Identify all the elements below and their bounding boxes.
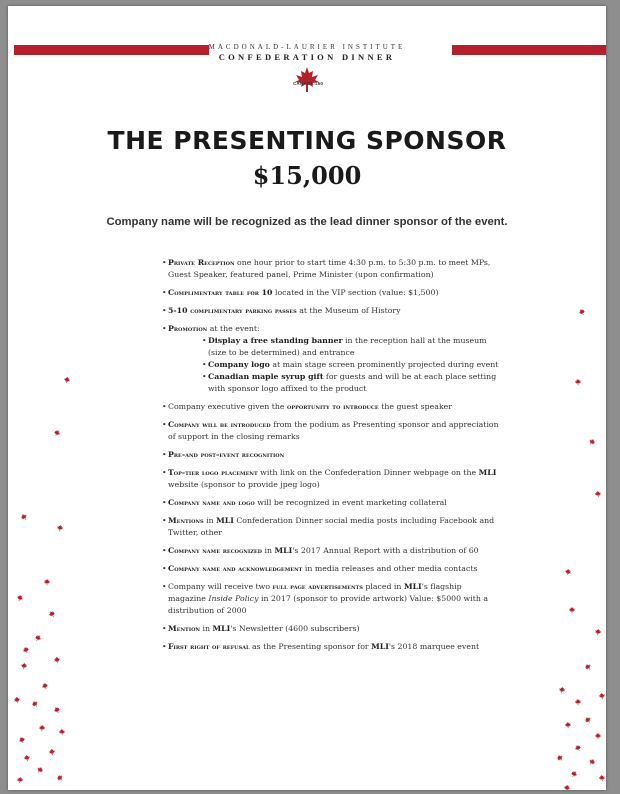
benefit-rest: in the reception hall at the museum (size to be determined) and entrance <box>208 336 487 357</box>
maple-leaf-icon <box>58 728 67 737</box>
benefit-item <box>162 401 502 413</box>
maple-leaf-icon <box>12 695 22 705</box>
benefit-rest: in media releases and other media contacts <box>302 564 478 573</box>
maple-leaf-icon <box>563 567 573 577</box>
benefit-pre: Company will receive two <box>168 582 273 591</box>
maple-leaf-icon <box>594 732 602 740</box>
maple-leaf-icon <box>598 774 606 783</box>
page-title: THE PRESENTING SPONSOR <box>107 126 507 155</box>
maple-leaf-icon <box>29 698 40 709</box>
maple-leaf-icon <box>568 606 576 614</box>
benefit-bold: First right of refusal <box>168 642 250 651</box>
maple-leaf-icon <box>564 721 572 729</box>
benefit-rest2: website (sponsor to provide jpeg logo) <box>168 480 320 489</box>
maple-leaf-icon <box>594 490 603 499</box>
sponsor-page <box>8 6 606 790</box>
maple-leaf-icon <box>17 735 27 745</box>
benefit-item <box>162 497 502 509</box>
benefit-rest: at the event: <box>207 324 260 333</box>
benefit-bold: Company name and logo <box>168 498 255 507</box>
benefit-rest: the guest speaker <box>378 402 453 411</box>
maple-leaf-icon <box>33 633 44 644</box>
maple-leaf-icon <box>557 685 566 694</box>
benefit-bold: 5-10 complimentary parking passes <box>168 306 297 315</box>
benefit-rest3: in 2017 (sponsor to provide artwork) Value: $5000 with a distribution of 2000 <box>168 594 489 615</box>
benefit-bold2: MLI <box>371 642 389 651</box>
maple-leaf-icon <box>47 609 58 620</box>
maple-leaf-icon <box>574 378 582 386</box>
benefit-pre: Company executive given the <box>168 402 287 411</box>
benefit-item <box>162 257 502 281</box>
benefit-bold: full page advertisements <box>272 582 363 591</box>
benefit-bold: Promotion <box>168 324 208 333</box>
maple-leaf-icon <box>43 578 51 586</box>
benefit-rest2: 's flagship magazine <box>168 582 462 603</box>
maple-leaf-icon <box>15 593 25 603</box>
benefit-bold2: MLI <box>216 516 234 525</box>
benefit-bold: Private Reception <box>168 258 235 267</box>
benefit-bold2: MLI <box>403 582 422 591</box>
benefit-bold: opportunity to introduce <box>287 402 379 411</box>
maple-leaf-icon <box>18 511 29 522</box>
benefit-bold: Company name recognized <box>168 546 263 555</box>
benefit-rest: in <box>203 516 217 525</box>
benefit-bold: Canadian maple syrup gift <box>208 372 324 381</box>
maple-leaf-icon <box>34 764 45 775</box>
benefit-item <box>162 515 502 539</box>
benefit-rest: as the Presenting sponsor for <box>249 642 372 651</box>
benefit-bold: Top-tier logo placement <box>168 468 258 477</box>
maple-leaf-icon <box>52 428 63 439</box>
benefit-rest2: 's 2017 Annual Report with a distribution of 60 <box>292 546 479 555</box>
benefit-rest: one hour prior to start time 4:30 p.m. to 5:30 p.m. to meet MPs, Guest Speaker, featured panel, Prime Minister (upon confirmation) <box>168 258 491 279</box>
maple-leaf-icon <box>62 375 72 385</box>
benefit-item <box>162 449 502 461</box>
maple-leaf-icon <box>54 772 65 783</box>
benefit-bold: Complimentary table for 10 <box>168 288 273 297</box>
benefit-bold2: MLI <box>212 624 231 633</box>
benefit-bold: Company name and acknowledgement <box>168 564 303 573</box>
benefit-item <box>162 419 502 443</box>
maple-leaf-icon <box>55 523 64 532</box>
benefit-rest: placed in <box>362 582 404 591</box>
maple-leaf-icon <box>593 627 602 636</box>
maple-leaf-icon <box>38 724 47 733</box>
benefit-rest: located in the VIP section (value: $1,500) <box>272 288 439 297</box>
maple-leaf-icon <box>586 756 597 767</box>
benefit-item <box>162 467 502 491</box>
benefit-item <box>162 287 502 299</box>
benefit-bold: Mentions <box>168 516 204 525</box>
maple-leaf-icon <box>52 655 62 665</box>
benefit-bold: Pre-and post-event recognition <box>168 450 285 459</box>
benefit-item <box>162 581 502 617</box>
benefit-rest: in <box>200 624 213 633</box>
benefit-bold: Mention <box>168 624 200 633</box>
benefit-rest: with link on the Confederation Dinner webpage on the <box>257 468 479 477</box>
benefit-rest: from the podium as Presenting sponsor and appreciation of support in the closing remarks <box>168 420 499 441</box>
maple-leaf-icon <box>47 747 57 757</box>
maple-leaf-icon <box>16 776 25 785</box>
benefit-rest: in <box>262 546 275 555</box>
benefit-rest2: 's Newsletter (4600 subscribers) <box>230 624 360 633</box>
maple-leaf-icon <box>19 661 28 670</box>
benefit-bold2: MLI <box>478 468 497 477</box>
promotion-subitem <box>202 359 502 371</box>
benefit-rest2: 's 2018 marquee event <box>388 642 480 651</box>
lead-statement: Company name will be recognized as the lead dinner sponsor of the event. <box>106 216 508 228</box>
benefit-bold2: MLI <box>274 546 293 555</box>
maple-leaf-icon <box>586 436 597 447</box>
promotion-subitem <box>202 371 502 395</box>
institute-name: MACDONALD-LAURIER INSTITUTE <box>208 43 406 51</box>
event-name: CONFEDERATION DINNER <box>218 52 396 62</box>
maple-leaf-icon <box>21 645 31 655</box>
benefit-rest: at the Museum of History <box>296 306 401 315</box>
promotion-subitem <box>202 335 502 359</box>
benefit-item <box>162 623 502 635</box>
maple-leaf-icon <box>52 705 63 716</box>
benefit-rest: will be recognized in event marketing collateral <box>254 498 447 507</box>
maple-leaf-icon <box>22 753 31 762</box>
benefit-item <box>162 563 502 575</box>
benefit-item <box>162 545 502 557</box>
logo-label: CANADA 150 <box>292 81 324 86</box>
benefits-list <box>162 257 502 659</box>
maple-leaf-icon <box>569 769 580 780</box>
benefit-italic: Inside Policy <box>208 594 259 603</box>
canada-150-logo <box>292 65 322 95</box>
maple-leaf-icon <box>554 752 565 763</box>
maple-leaf-icon <box>574 698 582 706</box>
benefit-rest: for guests and will be at each place setting with sponsor logo affixed to the product <box>208 372 497 393</box>
benefit-rest: at main stage screen prominently projected during event <box>269 360 499 369</box>
benefit-item <box>162 305 502 317</box>
maple-leaf-icon <box>562 783 572 790</box>
maple-leaf-icon <box>582 661 593 672</box>
benefit-bold: Company will be introduced <box>168 420 271 429</box>
benefit-bold: Company logo <box>208 360 270 369</box>
maple-leaf-icon <box>573 743 584 754</box>
promotion-sublist <box>162 335 502 395</box>
benefit-item <box>162 323 502 335</box>
maple-leaf-icon <box>40 681 50 691</box>
benefit-rest2: Confederation Dinner social media posts including Facebook and Twitter, other <box>168 516 495 537</box>
sponsor-price: $15,000 <box>252 161 362 190</box>
maple-leaf-icon <box>577 307 588 318</box>
benefit-item <box>162 641 502 653</box>
benefit-bold: Display a free standing banner <box>208 336 343 345</box>
maple-leaf-icon <box>582 714 593 725</box>
maple-leaf-icon <box>597 691 606 700</box>
